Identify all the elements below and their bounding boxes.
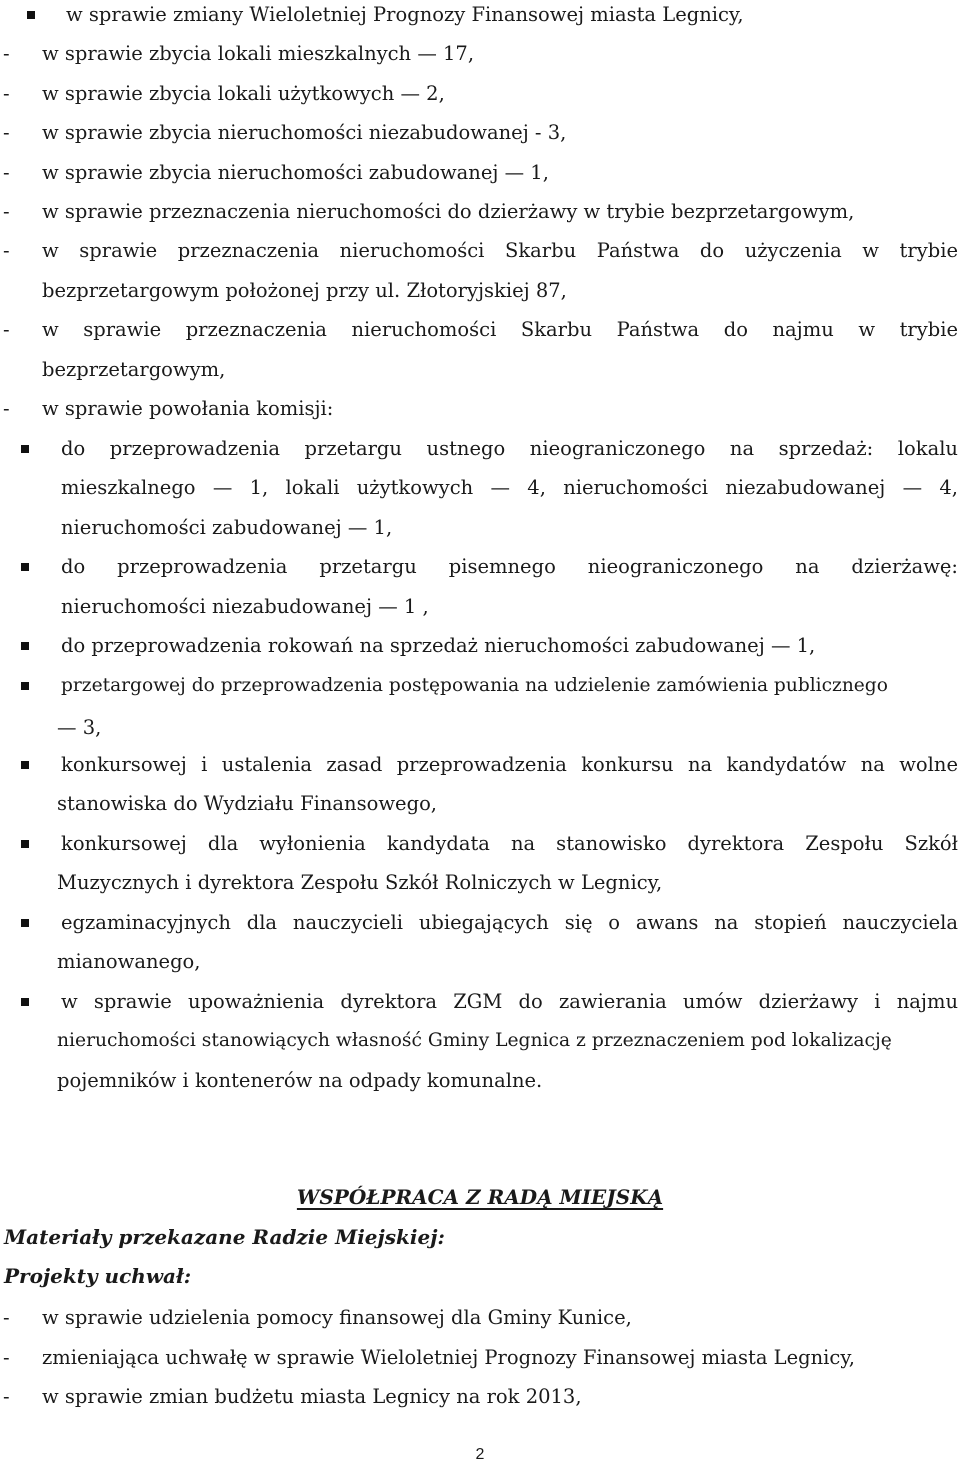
square-bullet-icon bbox=[21, 682, 29, 690]
square-bullet-icon bbox=[21, 998, 29, 1006]
sublist-item-text: — 3, bbox=[57, 716, 102, 739]
sublist-item-text: konkursowej dla wyłonienia kandydata na stanowisko dyrektora Zespołu Szkół bbox=[61, 832, 958, 855]
list-item-text: w sprawie zbycia nieruchomości zabudowanej — 1, bbox=[42, 161, 549, 184]
list-item-text: w sprawie przeznaczenia nieruchomości Skarbu Państwa do najmu w trybie bbox=[42, 318, 958, 341]
square-bullet-icon bbox=[21, 761, 29, 769]
projects-heading: Projekty uchwał: bbox=[4, 1264, 192, 1288]
dash-bullet: - bbox=[3, 318, 10, 341]
list-item-text: w sprawie zbycia lokali użytkowych — 2, bbox=[42, 82, 445, 105]
dash-bullet: - bbox=[3, 1385, 10, 1408]
list-item-text: w sprawie zmian budżetu miasta Legnicy na rok 2013, bbox=[42, 1385, 582, 1408]
list-item-text: w sprawie powołania komisji: bbox=[42, 397, 334, 420]
sublist-item-text: do przeprowadzenia przetargu ustnego nieograniczonego na sprzedaż: lokalu bbox=[61, 437, 958, 460]
list-item-text: bezprzetargowym położonej przy ul. Złotoryjskiej 87, bbox=[42, 279, 567, 302]
dash-bullet: - bbox=[3, 397, 10, 420]
square-bullet-icon bbox=[21, 445, 29, 453]
materials-heading: Materiały przekazane Radzie Miejskiej: bbox=[4, 1225, 445, 1249]
square-bullet-icon bbox=[21, 642, 29, 650]
sublist-item-text: nieruchomości zabudowanej — 1, bbox=[61, 516, 393, 539]
sublist-item-text: konkursowej i ustalenia zasad przeprowadzenia konkursu na kandydatów na wolne bbox=[61, 753, 958, 776]
sublist-item-text: w sprawie upoważnienia dyrektora ZGM do zawierania umów dzierżawy i najmu bbox=[61, 990, 958, 1013]
sublist-item-text: egzaminacyjnych dla nauczycieli ubiegających się o awans na stopień nauczyciela bbox=[61, 911, 958, 934]
section-title: WSPÓŁPRACA Z RADĄ MIEJSKĄ bbox=[296, 1185, 664, 1209]
list-item-text: w sprawie udzielenia pomocy finansowej dla Gminy Kunice, bbox=[42, 1306, 632, 1329]
square-bullet-icon bbox=[27, 11, 35, 19]
dash-bullet: - bbox=[3, 239, 10, 262]
square-bullet-icon bbox=[21, 563, 29, 571]
sublist-item-text: mianowanego, bbox=[57, 950, 201, 973]
sublist-item-text: Muzycznych i dyrektora Zespołu Szkół Rolniczych w Legnicy, bbox=[57, 871, 663, 894]
sublist-item-text: nieruchomości niezabudowanej — 1 , bbox=[61, 595, 429, 618]
dash-bullet: - bbox=[3, 161, 10, 184]
page-number: 2 bbox=[475, 1446, 485, 1463]
list-item-text: zmieniająca uchwałę w sprawie Wieloletniej Prognozy Finansowej miasta Legnicy, bbox=[42, 1346, 855, 1369]
dash-bullet: - bbox=[3, 42, 10, 65]
dash-bullet: - bbox=[3, 1306, 10, 1329]
list-item-text: w sprawie przeznaczenia nieruchomości Skarbu Państwa do użyczenia w trybie bbox=[42, 239, 958, 262]
sublist-item-text: mieszkalnego — 1, lokali użytkowych — 4, nieruchomości niezabudowanej — 4, bbox=[61, 476, 958, 499]
dash-bullet: - bbox=[3, 1346, 10, 1369]
dash-bullet: - bbox=[3, 82, 10, 105]
sublist-item-text: do przeprowadzenia rokowań na sprzedaż nieruchomości zabudowanej — 1, bbox=[61, 634, 816, 657]
sublist-item-text: do przeprowadzenia przetargu pisemnego nieograniczonego na dzierżawę: bbox=[61, 555, 958, 578]
list-item-text: w sprawie zbycia nieruchomości niezabudowanej - 3, bbox=[42, 121, 567, 144]
sublist-item-text: stanowiska do Wydziału Finansowego, bbox=[57, 792, 438, 815]
list-item-text: w sprawie zmiany Wieloletniej Prognozy Finansowej miasta Legnicy, bbox=[66, 3, 744, 26]
square-bullet-icon bbox=[21, 919, 29, 927]
dash-bullet: - bbox=[3, 121, 10, 144]
dash-bullet: - bbox=[3, 200, 10, 223]
sublist-item-text: nieruchomości stanowiących własność Gminy Legnica z przeznaczeniem pod lokalizację bbox=[57, 1030, 892, 1051]
list-item-text: w sprawie zbycia lokali mieszkalnych — 17, bbox=[42, 42, 475, 65]
sublist-item-text: pojemników i kontenerów na odpady komunalne. bbox=[57, 1069, 543, 1092]
sublist-item-text: przetargowej do przeprowadzenia postępowania na udzielenie zamówienia publicznego bbox=[61, 675, 888, 696]
list-item-text: w sprawie przeznaczenia nieruchomości do dzierżawy w trybie bezprzetargowym, bbox=[42, 200, 855, 223]
square-bullet-icon bbox=[21, 840, 29, 848]
list-item-text: bezprzetargowym, bbox=[42, 358, 226, 381]
